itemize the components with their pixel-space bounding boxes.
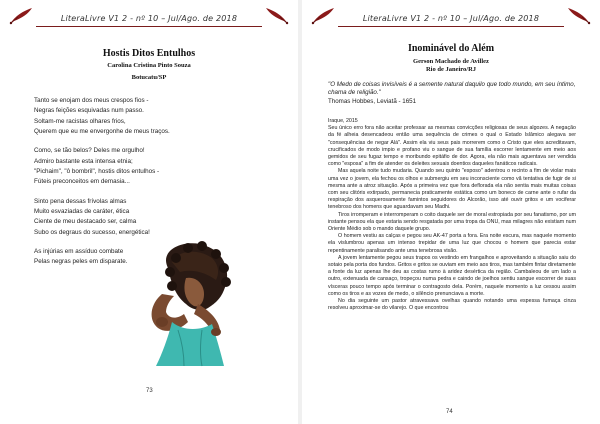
poem-line: "Pichaim", "ô bombril", hostis ditos entulhos - (34, 167, 160, 175)
epigraph-source: Thomas Hobbes, Leviatã - 1651 (328, 97, 417, 105)
story-author: Gerson Machado de Avillez (413, 58, 489, 65)
poem-line: Querem que eu me envergonhe de meus traços. (34, 127, 170, 135)
epigraph-quote: "O Medo de coisas invisíveis é a semente natural daquilo que todo mundo, em seu íntimo, chama de religião." (328, 81, 576, 97)
quill-pen-icon (264, 6, 290, 26)
poem-line: Sinto pena dessas frívolas almas (34, 197, 127, 205)
stanza (34, 96, 224, 137)
stanza (34, 146, 224, 187)
page-number: 74 (446, 409, 453, 415)
stanza (34, 197, 224, 238)
poem-line: Como, se tão belos? Deles me orgulho! (34, 147, 145, 155)
woman-illustration (128, 238, 240, 368)
poem-line: Ciente de meu destacado ser, calma (34, 218, 137, 226)
story-paragraph: Iraque, 2015 (328, 118, 358, 124)
header-rule (36, 26, 262, 27)
story-body (328, 118, 576, 312)
poem-title: Hostis Ditos Entulhos (102, 48, 196, 59)
poem-line: Subo os degraus do sucesso, energética! (34, 228, 150, 236)
page-header (302, 6, 600, 26)
poem-line: Pelas negras peles em disparate. (34, 258, 128, 266)
quill-pen-icon (566, 6, 592, 26)
poem-line: As injúrias em assíduo combate (34, 248, 124, 256)
quill-pen-icon (8, 6, 34, 26)
quill-pen-icon (310, 6, 336, 26)
story-paragraph: Tiros irromperam e interromperam o coito daquele ser de moral estropiada por seu fanatismo, por um instante pensou ela que estaria sendo resgatada por uma tropa da ONU, mas milagres não existiam num Oriente Médio sob o mando daquele grupo. (328, 211, 576, 233)
page-header (0, 6, 298, 26)
header-rule (338, 26, 564, 27)
header-text: LiteraLivre V1 2 - nº 10 – Jul/Ago. de 2018 (60, 14, 238, 23)
poem-author: Carolina Cristina Pinto Souza (107, 62, 191, 69)
story-paragraph: O homem vestiu as calças e pegou seu AK-47 porta a fora. Era noite escura, mas naquele momento ela vislumbrou apenas um intenso trepidar de uma luz que chocou o homem que parecia estar repentinamente paralisando ante uma tenebrosa visão. (328, 233, 576, 254)
story-paragraph: A jovem lentamente pegou seus trapos os vestindo em frangalhos e aproveitando a situação saiu do sotaio pela porta dos fundos. Gritos e gritos se ouviam em meio aos tiros, mas também fintar diretamente a fonte da luz apenas lhe deu as costas rumo à aridez desértica da região. Cambaleou de um lado a outro, extenuada de cansaço, tropeçou numa pedra e caindo de joelhos sentiu sangue escorrer de suas vísceras pouco tempo após terminar o contragosto dela. Porém, naquele momento a luz cessou assim como os tiros e as vozes de medo, o silêncio prenunciava a morte. (328, 254, 576, 297)
epigraph (328, 81, 576, 106)
story-title: Inominável do Além (407, 43, 495, 54)
poem-line: Fúteis preconceitos em demasia... (34, 178, 130, 186)
poem-line: Tanto se enojam dos meus crespos fios - (34, 97, 149, 104)
story-paragraph: No dia seguinte um pastor atravessava ovelhas quando notando uma espessa fumaça cinza resolveu aproximar-se do vilarejo. O que encontrou (328, 298, 576, 312)
story-paragraph: Seu único erro fora não aceitar professar as mesmas convicções religiosas de seus algozes. A negação da fé alheia desencadeou então uma sequência de crimes o qual o Estado Islâmico alegava ser "consequências de negar Alá". Assim ela viu seus pais morrerem como o Cristo que eles acreditavam, crucificados de modo impio e profano viu o sangue de sua família escorrer lentamente em meio aos gemidos de seu fugaz tempo e moribundo epitáfio de dor. Agora, ela não mais aguentava ser vendida como "esposa" a fim de atender os deleites sexuais doentios daqueles fanáticos radicais. (328, 125, 576, 168)
poem-place: Botucatu/SP (131, 74, 167, 81)
poem-line: Negras feições esquivadas num passo. (34, 107, 144, 115)
poem-line: Admiro bastante esta intensa etnia; (34, 157, 133, 165)
story-paragraph: Mas aquela noite tudo mudaria. Quando seu quinto "esposo" adentrou o recinto a fim de violar mais uma vez o jovem, ela fechou os olhos e submergiu em seu inconsciente como vã tentativa de fugir de si mesma ante a atroz situação. Após a primeira vez que fora deflorada ela não sentia mais muitas coisas com seu clitóris extirpado, permanecia praticamente estática como um boneco de carne ante o rufar da respiração dos asquerosamente famintos seguidores do Alcorão, isso até ouvir gritos e um vociferar tenebroso dos homens que aguardavam seu Madhi. (328, 168, 576, 211)
header-text: LiteraLivre V1 2 - nº 10 – Jul/Ago. de 2018 (362, 14, 540, 23)
left-page (0, 0, 298, 424)
right-page (302, 0, 600, 424)
poem-line: Muito esvaziadas de caráter, ética (34, 208, 130, 216)
story-place: Rio de Janeiro/RJ (425, 66, 477, 73)
poem-line: Soltam-me racistas olhares frios, (34, 117, 126, 125)
page-number: 73 (146, 388, 153, 394)
